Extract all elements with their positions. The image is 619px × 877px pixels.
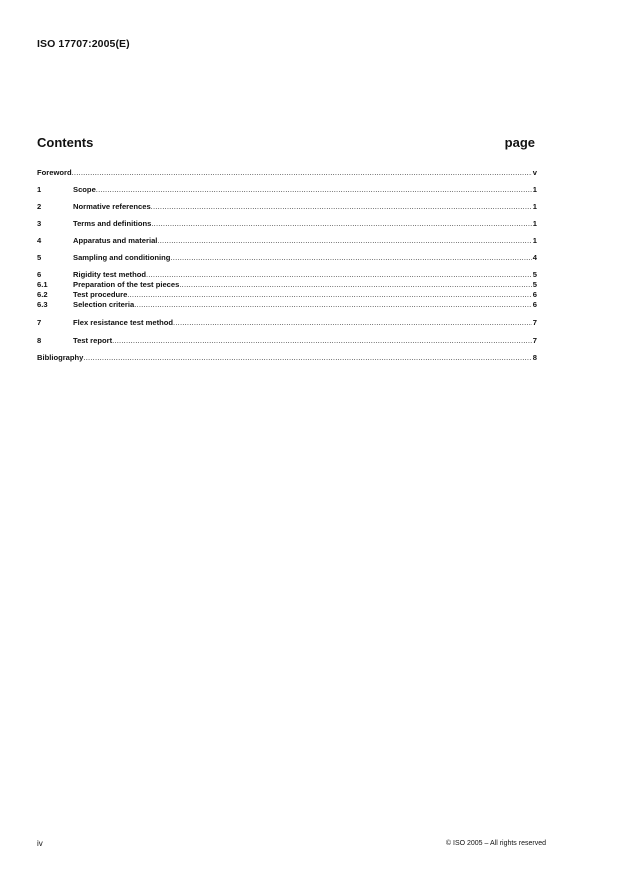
contents-header <box>37 135 535 151</box>
toc-entry-title: Selection criteria <box>73 300 135 309</box>
toc-dot-leader <box>179 280 531 290</box>
toc-entry-title: Rigidity test method <box>73 270 146 279</box>
toc-entry-number: 1 <box>37 185 42 194</box>
toc-entry-page: 5 <box>532 280 537 289</box>
toc-entry-page: 1 <box>532 219 537 228</box>
toc-entry-page: 1 <box>532 202 537 211</box>
toc-dot-leader <box>127 290 531 300</box>
toc-entry[interactable] <box>37 270 537 280</box>
toc-dot-leader <box>157 236 531 246</box>
toc-entry-title: Preparation of the test pieces <box>73 280 180 289</box>
toc-entry-number: 6.1 <box>37 280 48 289</box>
toc-entry-number: 5 <box>37 253 42 262</box>
toc-dot-leader <box>151 202 532 212</box>
toc-dot-leader <box>146 270 532 280</box>
toc-dot-leader <box>96 185 532 195</box>
toc-entry-title: Flex resistance test method <box>73 318 174 327</box>
toc-entry-title: Foreword <box>37 168 72 177</box>
contents-page-label: page <box>504 135 535 150</box>
toc-entry[interactable] <box>37 185 537 195</box>
contents-title: Contents <box>37 135 94 150</box>
toc-dot-leader <box>83 353 531 363</box>
toc-entry[interactable] <box>37 290 537 300</box>
toc-entry-title: Bibliography <box>37 353 84 362</box>
toc-entry-number: 2 <box>37 202 42 211</box>
footer-copyright: © ISO 2005 – All rights reserved <box>445 840 546 847</box>
toc-dot-leader <box>173 318 532 328</box>
toc-entry[interactable] <box>37 336 537 346</box>
toc-entry-title: Test procedure <box>73 290 128 299</box>
toc-entry-title: Apparatus and material <box>73 236 158 245</box>
toc-entry-page: 6 <box>532 300 537 309</box>
toc-entry-page: 7 <box>532 318 537 327</box>
toc-entry[interactable] <box>37 168 537 178</box>
toc-entry-number: 6.3 <box>37 300 48 309</box>
toc-entry-title: Scope <box>73 185 96 194</box>
toc-entry-title: Terms and definitions <box>73 219 152 228</box>
toc-entry-page: 8 <box>532 353 537 362</box>
toc-entry-page: 1 <box>532 236 537 245</box>
toc-entry-page: 7 <box>532 336 537 345</box>
toc-entry-number: 8 <box>37 336 42 345</box>
toc-entry[interactable] <box>37 318 537 328</box>
toc-dot-leader <box>170 253 531 263</box>
footer-page-number: iv <box>37 839 43 848</box>
toc-dot-leader <box>151 219 531 229</box>
toc-entry[interactable] <box>37 280 537 290</box>
toc-entry-number: 6 <box>37 270 42 279</box>
toc-entry[interactable] <box>37 219 537 229</box>
toc-dot-leader <box>72 168 532 178</box>
toc-entry-title: Normative references <box>73 202 151 211</box>
toc-entry-number: 6.2 <box>37 290 48 299</box>
toc-dot-leader <box>112 336 532 346</box>
toc-entry-page: 6 <box>532 290 537 299</box>
toc-entry-number: 4 <box>37 236 42 245</box>
toc-entry[interactable] <box>37 236 537 246</box>
toc-entry[interactable] <box>37 300 537 310</box>
toc-entry-title: Test report <box>73 336 113 345</box>
toc-entry-page: 5 <box>532 270 537 279</box>
toc-entry-page: 1 <box>532 185 537 194</box>
toc-entry-number: 7 <box>37 318 42 327</box>
document-id: ISO 17707:2005(E) <box>37 38 130 50</box>
toc-entry-number: 3 <box>37 219 42 228</box>
toc-entry[interactable] <box>37 353 537 363</box>
toc-entry[interactable] <box>37 202 537 212</box>
toc-entry-page: 4 <box>532 253 537 262</box>
toc-dot-leader <box>134 300 532 310</box>
toc-entry-page: v <box>532 168 537 177</box>
toc-entry-title: Sampling and conditioning <box>73 253 171 262</box>
toc-entry[interactable] <box>37 253 537 263</box>
